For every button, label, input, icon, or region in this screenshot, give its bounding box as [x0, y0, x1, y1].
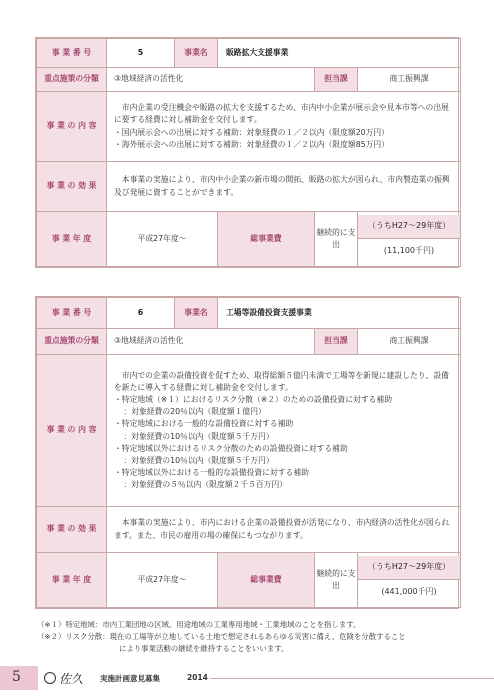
range-amount: (11,100千円): [383, 245, 435, 255]
content-line: ・海外展示会への出展に対する補助：対象経費の１／２以内（限度額85万円）: [114, 139, 390, 149]
label-content: 事 業 の 内 容: [37, 355, 107, 507]
label-effect: 事 業 の 効 果: [37, 507, 107, 553]
footnote-2: [37, 631, 467, 643]
content-line: ：対象経費の10％以内（限度額５千万円）: [123, 455, 274, 465]
label-year: 事 業 年 度: [37, 212, 107, 267]
footnote-text: リスク分散：現在の工場等が立地している土地で想定されるあらゆる災害に備え、危険を分散すること: [65, 632, 406, 642]
project-name: 工場等設備投資支援事業: [218, 298, 461, 329]
effect-text: [107, 507, 461, 553]
page-number: 5: [12, 669, 21, 685]
range-label: （うちH27〜29年度）: [358, 215, 460, 238]
footnote-key: （※２）: [37, 632, 66, 642]
content-line: ・特定地域以外におけるリスク分散のための設備投資に対する補助: [114, 443, 348, 453]
document-year: 2014: [187, 673, 208, 682]
label-project-name: 事業名: [175, 298, 218, 329]
year-value: 平成27年度〜: [107, 553, 218, 608]
label-cost: 総事業費: [218, 212, 315, 267]
dept-value: 商工振興課: [358, 329, 461, 355]
city-logo: 佐久: [59, 672, 84, 686]
label-dept: 担当課: [315, 329, 358, 355]
cost-value: 継続的に支出: [315, 212, 358, 267]
label-project-number: 事 業 番 号: [37, 298, 107, 329]
footnote-key: （※１）: [37, 620, 66, 629]
content-line: ・国内展示会への出展に対する補助：対象経費の１／２以内（限度額20万円）: [114, 127, 390, 137]
project-card-5: [35, 37, 459, 268]
policy-value: ③地域経済の活性化: [107, 329, 315, 355]
effect-text: [107, 162, 461, 212]
page-footer: [0, 666, 494, 690]
content-line: ：対象経費の10％以内（限度額５千万円）: [123, 431, 274, 441]
effect-line: 本事業の実施により、市内における企業の設備投資が活発になり、市内経済の活性化が図られます。また、市民の雇用の場の確保にもつながります。: [114, 518, 450, 540]
range-amount: (441,000千円): [381, 586, 437, 596]
footnote-text: 特定地域：市内工業団地の区域、用途地域の工業専用地域・工業地域のことを指します。: [65, 620, 361, 629]
footnote-1: [37, 619, 467, 631]
label-policy: 重点施策の分類: [37, 68, 107, 92]
policy-value: ③地域経済の活性化: [107, 68, 315, 92]
footnotes: [37, 619, 467, 656]
project-card-6: [35, 296, 459, 609]
project-name: 販路拡大支援事業: [218, 39, 461, 68]
content-line: ：対象経費の20％以内（限度額１億円）: [123, 407, 266, 417]
content-line: ・特定地域以外における一般的な設備投資に対する補助: [114, 467, 309, 477]
content-line: ：対象経費の５％以内（限度額２千５百万円）: [123, 479, 288, 489]
cost-value: 継続的に支出: [315, 553, 358, 608]
range-label: （うちH27〜29年度）: [358, 556, 460, 579]
label-dept: 担当課: [315, 68, 358, 92]
label-cost: 総事業費: [218, 553, 315, 608]
label-effect: 事 業 の 効 果: [37, 162, 107, 212]
dept-value: 商工振興課: [358, 68, 461, 92]
content-line: 市内企業の受注機会や販路の拡大を支援するため、市内中小企業が展示会や見本市等への出展に要する経費に対し補助金を交付します。: [114, 103, 449, 125]
content-line: 市内での企業の設備投資を促すため、取得総額５億円未満で工場等を新規に建設したり、設備を新たに導入する経費に対し補助金を交付します。: [114, 371, 449, 393]
content-text: [107, 92, 461, 162]
year-value: 平成27年度〜: [107, 212, 218, 267]
label-policy: 重点施策の分類: [37, 329, 107, 355]
project-number: 5: [107, 39, 175, 68]
content-line: ・特定地域（※１）におけるリスク分散（※２）のための設備投資に対する補助: [114, 395, 392, 405]
project-number: 6: [107, 298, 175, 329]
city-emblem-icon: [44, 672, 56, 684]
label-content: 事 業 の 内 容: [37, 92, 107, 162]
footnote-2-continued: により事業活動の継続を維持することをいいます。: [119, 644, 289, 654]
content-text: [107, 355, 461, 507]
footer-rule: [210, 678, 494, 679]
document-title: 実施計画意見募集: [100, 674, 160, 683]
effect-line: 本事業の実施により、市内中小企業の新市場の開拓、販路の拡大が図られ、市内製造業の振興及び発展に資することができます。: [114, 175, 450, 197]
label-project-name: 事業名: [175, 39, 218, 68]
cost-range: [358, 553, 461, 608]
label-project-number: 事 業 番 号: [37, 39, 107, 68]
cost-range: [358, 212, 461, 267]
label-year: 事 業 年 度: [37, 553, 107, 608]
content-line: ・特定地域における一般的な設備投資に対する補助: [114, 419, 294, 429]
